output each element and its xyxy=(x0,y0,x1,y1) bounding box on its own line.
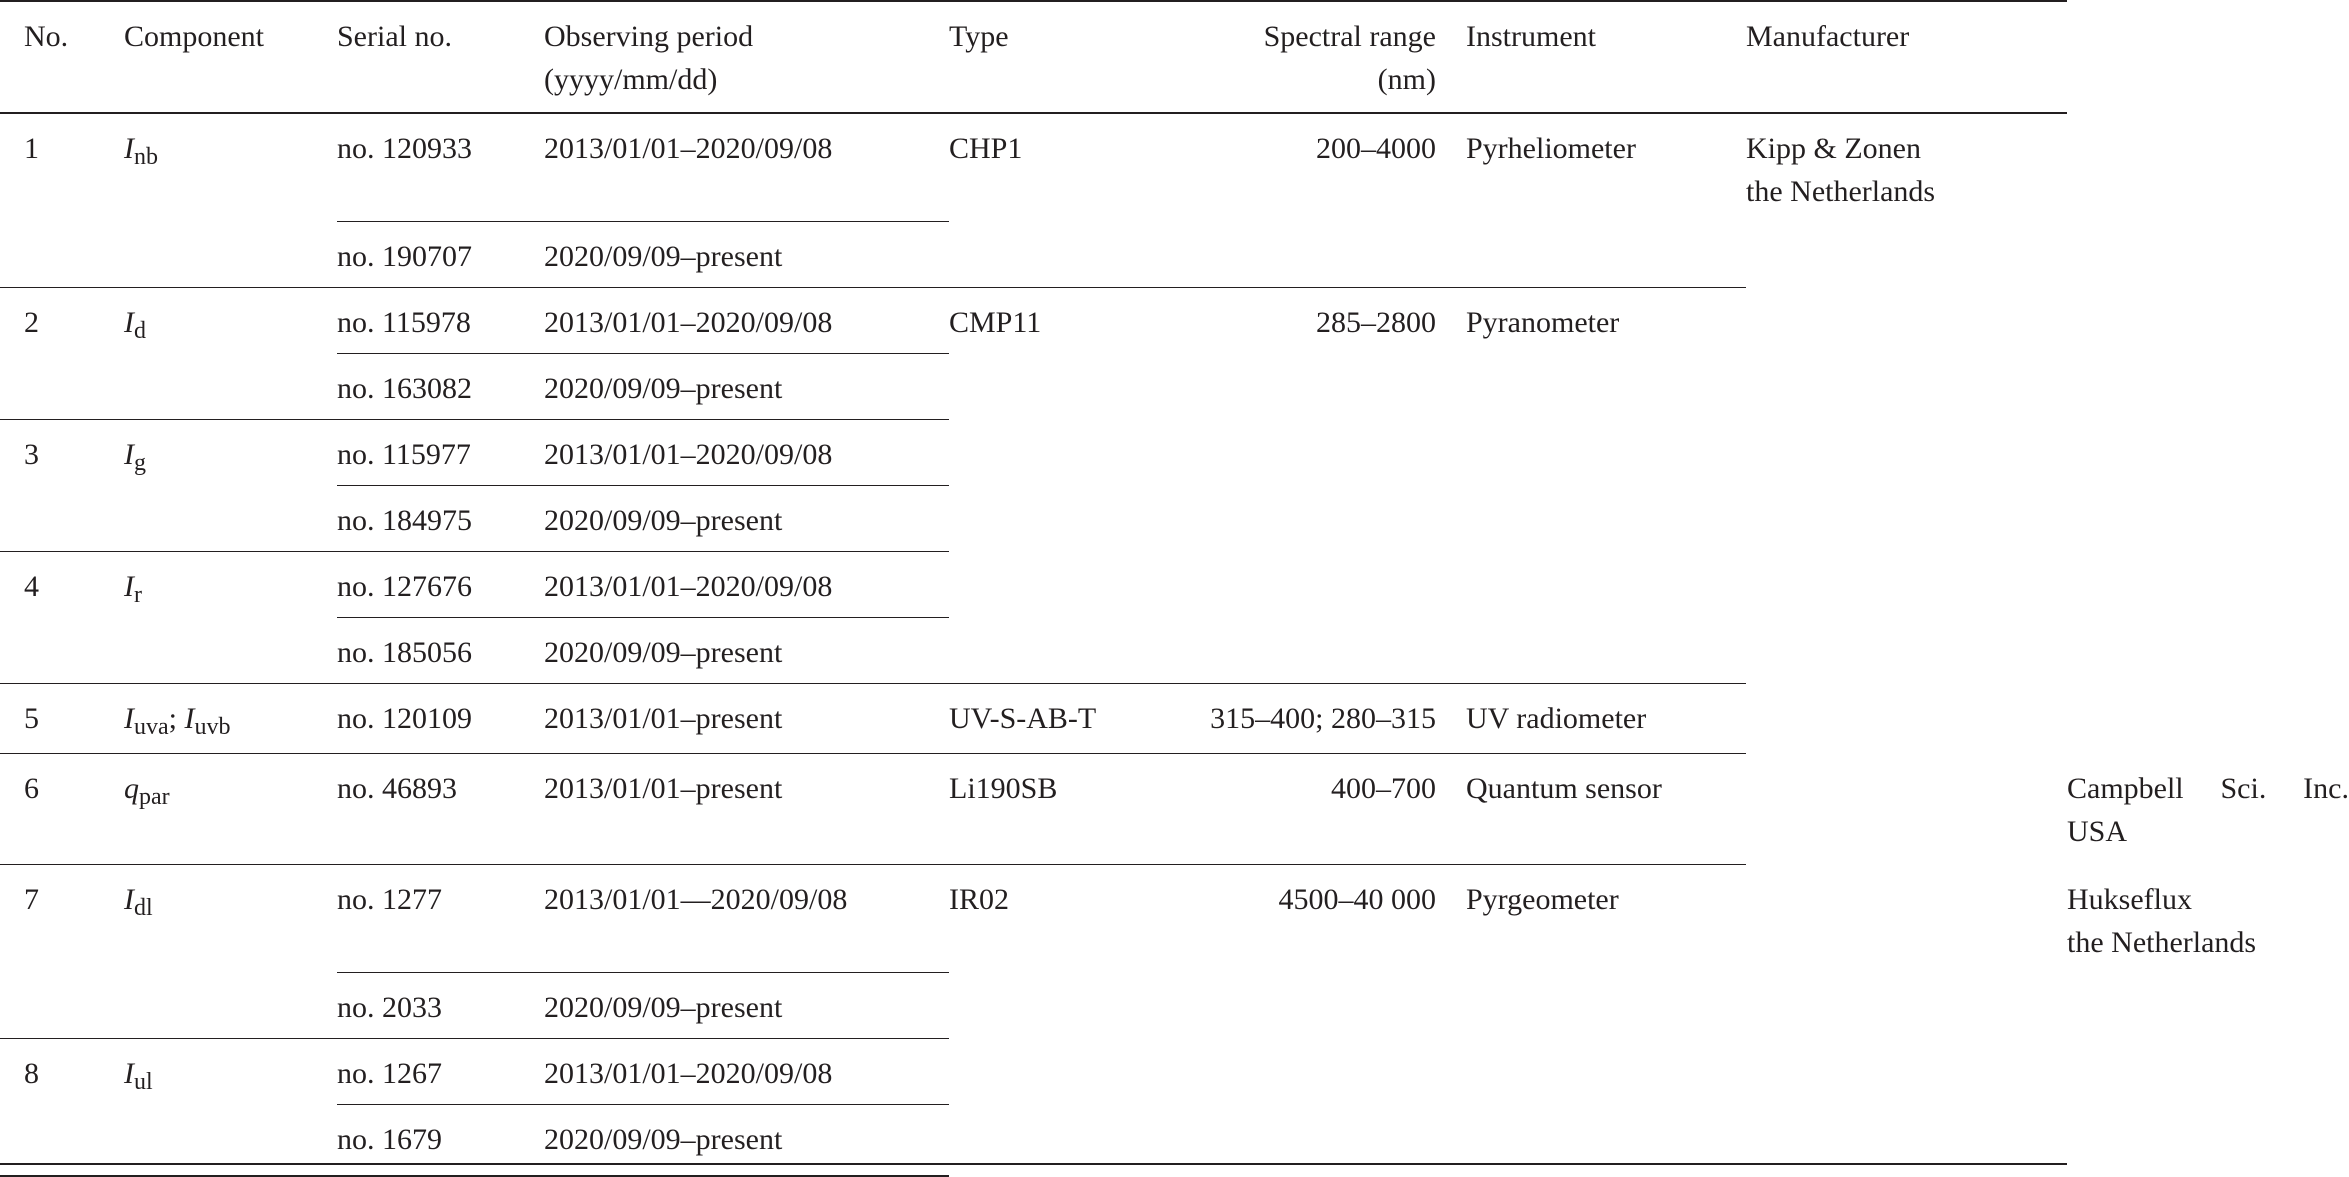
row-type: UV-S-AB-T xyxy=(949,683,1168,753)
row-component: $I_{uva}$; $I_{uvb}$ xyxy=(124,683,337,753)
row-no: 3 xyxy=(0,419,124,551)
header-row xyxy=(0,1,2067,113)
component-symbol: $I_{uva}$ xyxy=(124,701,169,740)
row-component xyxy=(124,551,337,683)
row-period: 2020/09/09–present xyxy=(544,221,949,287)
component-symbol: $I_{dl}$ xyxy=(124,882,153,921)
row-period: 2013/01/01–2020/09/08 xyxy=(544,419,949,485)
row-period: 2013/01/01–2020/09/08 xyxy=(544,132,833,165)
header-period xyxy=(544,1,949,113)
row-range: 315–400; 280–315 xyxy=(1168,683,1466,753)
row-period: 2020/09/09–present xyxy=(544,1104,949,1176)
row-serial: no. 185056 xyxy=(337,617,544,683)
header-period-line1: Observing period xyxy=(544,20,754,53)
row-serial: no. 1277 xyxy=(337,864,544,972)
manufacturer-line1: Kipp & Zonen xyxy=(1746,132,1921,165)
row-component xyxy=(124,864,337,1038)
component-symbol: $I_d$ xyxy=(124,305,146,344)
row-instrument: Pyrgeometer xyxy=(1466,864,1746,1176)
row-period: 2013/01/01–2020/09/08 xyxy=(544,287,949,353)
row-range: 4500–40 000 xyxy=(1168,864,1466,1176)
row-serial: no. 184975 xyxy=(337,485,544,551)
row-type: CHP1 xyxy=(949,132,1023,165)
row-no: 6 xyxy=(0,753,124,864)
header-range xyxy=(1168,1,1466,113)
row-period: 2020/09/09–present xyxy=(544,972,949,1038)
component-symbol: $I_g$ xyxy=(124,437,146,476)
row-serial: no. 120933 xyxy=(337,132,472,165)
header-type: Type xyxy=(949,1,1168,113)
row-no: 8 xyxy=(0,1038,124,1176)
row-serial: no. 163082 xyxy=(337,353,544,419)
row-component xyxy=(124,419,337,551)
row-component xyxy=(124,113,337,287)
manufacturer-line1: Hukseflux xyxy=(2067,882,2192,916)
header-serial: Serial no. xyxy=(337,1,544,113)
row-period: 2013/01/01–present xyxy=(544,753,949,864)
row-serial: no. 1679 xyxy=(337,1104,544,1176)
table-row xyxy=(0,113,2067,221)
row-no: 2 xyxy=(0,287,124,419)
row-period: 2020/09/09–present xyxy=(544,617,949,683)
row-component xyxy=(124,287,337,419)
row-period: 2020/09/09–present xyxy=(544,353,949,419)
header-period-line2: (yyyy/mm/dd) xyxy=(544,63,718,96)
row-serial: no. 127676 xyxy=(337,551,544,617)
row-serial: no. 46893 xyxy=(337,753,544,864)
manufacturer-line2: the Netherlands xyxy=(2067,925,2257,959)
row-serial: no. 2033 xyxy=(337,972,544,1038)
row-instrument: Quantum sensor xyxy=(1466,753,1746,864)
row-no: 4 xyxy=(0,551,124,683)
row-period: 2013/01/01–present xyxy=(544,683,949,753)
row-period: 2013/01/01—2020/09/08 xyxy=(544,864,949,972)
manufacturer-line2: USA xyxy=(2067,814,2128,848)
row-instrument: UV radiometer xyxy=(1466,683,1746,753)
manufacturer-line2: the Netherlands xyxy=(1746,175,1936,208)
component-symbol: $I_r$ xyxy=(124,569,142,608)
row-range: 200–4000 xyxy=(1316,132,1436,165)
row-serial: no. 115978 xyxy=(337,287,544,353)
row-type: Li190SB xyxy=(949,753,1168,864)
row-no: 1 xyxy=(24,132,39,165)
row-serial: no. 190707 xyxy=(337,221,544,287)
row-instrument: Pyrheliometer xyxy=(1466,132,1636,165)
component-symbol: $q_{par}$ xyxy=(124,771,170,810)
manufacturer-line1: Campbell Sci. Inc. xyxy=(2067,771,2349,805)
row-serial: no. 115977 xyxy=(337,419,544,485)
header-instrument: Instrument xyxy=(1466,1,1746,113)
component-symbol: $I_{ul}$ xyxy=(124,1056,153,1095)
row-serial: no. 120109 xyxy=(337,683,544,753)
header-range-line2: (nm) xyxy=(1377,63,1436,96)
row-period: 2020/09/09–present xyxy=(544,485,949,551)
header-range-line1: Spectral range xyxy=(1263,20,1436,53)
row-period: 2013/01/01–2020/09/08 xyxy=(544,1038,949,1104)
table-bottom-rule xyxy=(0,1163,2067,1165)
component-symbol-2: $I_{uvb}$ xyxy=(184,701,231,740)
row-no: 5 xyxy=(0,683,124,753)
row-no: 7 xyxy=(0,864,124,1038)
row-manufacturer-kipp xyxy=(1746,113,2067,972)
row-type: IR02 xyxy=(949,864,1168,1176)
row-serial: no. 1267 xyxy=(337,1038,544,1104)
header-component: Component xyxy=(124,1,337,113)
row-component xyxy=(124,1038,337,1176)
component-symbol: $I_{nb}$ xyxy=(124,132,158,170)
row-period: 2013/01/01–2020/09/08 xyxy=(544,551,949,617)
header-no: No. xyxy=(0,1,124,113)
header-manufacturer: Manufacturer xyxy=(1746,1,2067,113)
row-instrument: Pyranometer xyxy=(1466,287,1746,683)
row-range: 285–2800 xyxy=(1168,287,1466,683)
row-range: 400–700 xyxy=(1168,753,1466,864)
row-component xyxy=(124,753,337,864)
row-type: CMP11 xyxy=(949,287,1168,683)
